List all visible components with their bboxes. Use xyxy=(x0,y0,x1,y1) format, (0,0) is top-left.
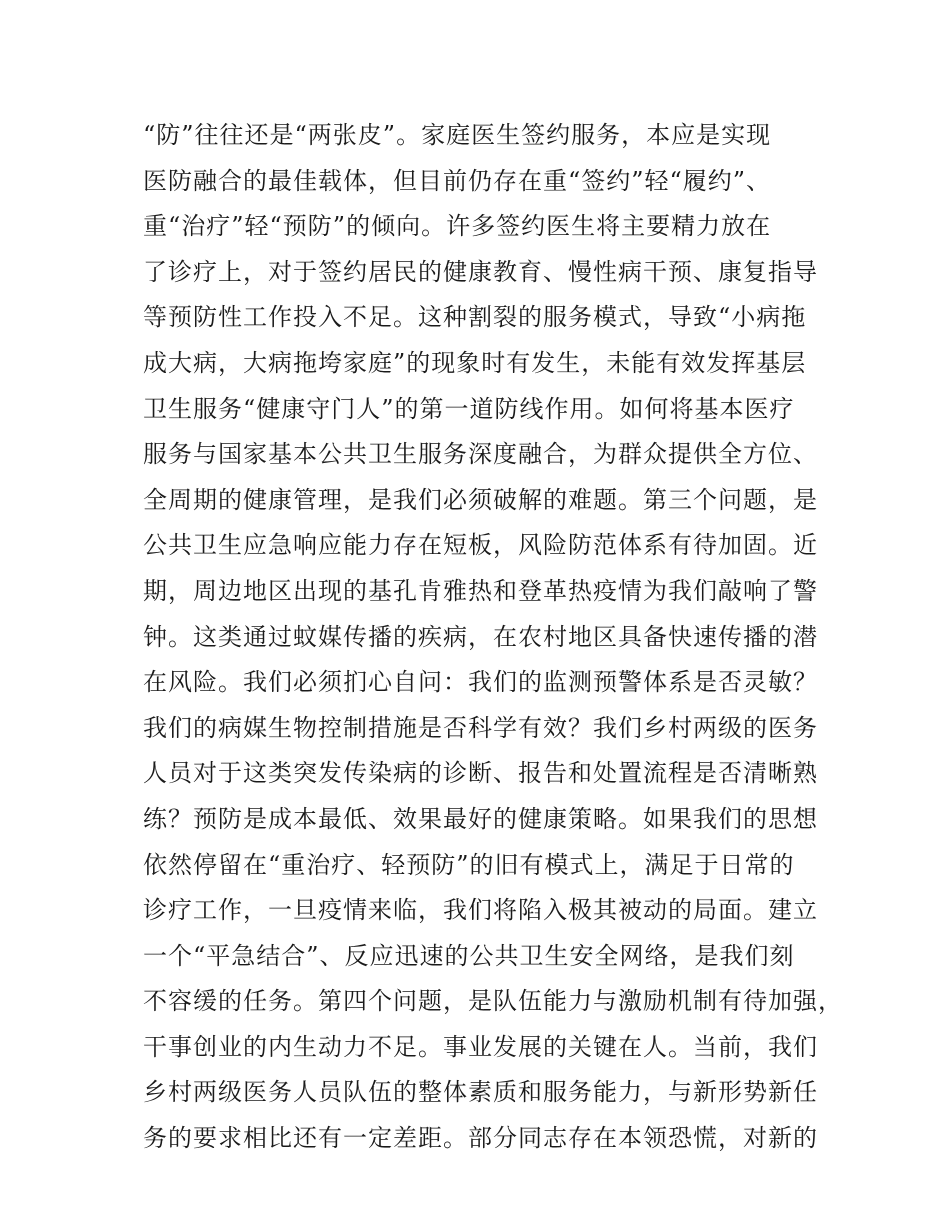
text-line: 卫生服务“健康守门人”的第一道防线作用。如何将基本医疗 xyxy=(143,394,795,423)
text-line: 在风险。我们必须扪心自问：我们的监测预警体系是否灵敏？ xyxy=(143,668,818,697)
text-line: 人员对于这类突发传染病的诊断、报告和处置流程是否清晰熟 xyxy=(143,759,818,788)
text-line: 重“治疗”轻“预防”的倾向。许多签约医生将主要精力放在 xyxy=(143,212,772,241)
text-line: 了诊疗上，对于签约居民的健康教育、慢性病干预、康复指导 xyxy=(143,257,818,286)
text-line: 全周期的健康管理，是我们必须破解的难题。第三个问题，是 xyxy=(143,485,818,514)
text-line: 一个“平急结合”、反应迅速的公共卫生安全网络，是我们刻 xyxy=(143,941,795,970)
text-line: 等预防性工作投入不足。这种割裂的服务模式，导致“小病拖 xyxy=(143,303,807,332)
text-line: 干事创业的内生动力不足。事业发展的关键在人。当前，我们 xyxy=(143,1032,818,1061)
body-paragraph xyxy=(143,113,843,1162)
text-line: “防”往往还是“两张皮”。家庭医生签约服务，本应是实现 xyxy=(143,121,772,149)
text-line: 期，周边地区出现的基孔肯雅热和登革热疫情为我们敲响了警 xyxy=(143,576,818,605)
text-line: 成大病，大病拖垮家庭”的现象时有发生，未能有效发挥基层 xyxy=(143,348,807,377)
text-line: 练？预防是成本最低、效果最好的健康策略。如果我们的思想 xyxy=(143,804,818,833)
text-line: 我们的病媒生物控制措施是否科学有效？我们乡村两级的医务 xyxy=(143,713,818,742)
text-line: 医防融合的最佳载体，但目前仍存在重“签约”轻“履约”、 xyxy=(143,166,772,195)
text-line: 钟。这类通过蚊媒传播的疾病，在农村地区具备快速传播的潜 xyxy=(143,622,818,651)
text-line: 服务与国家基本公共卫生服务深度融合，为群众提供全方位、 xyxy=(143,440,818,469)
text-line: 诊疗工作，一旦疫情来临，我们将陷入极其被动的局面。建立 xyxy=(143,896,818,925)
text-line: 公共卫生应急响应能力存在短板，风险防范体系有待加固。近 xyxy=(143,531,818,560)
text-line: 依然停留在“重治疗、轻预防”的旧有模式上，满足于日常的 xyxy=(143,850,795,879)
text-line: 乡村两级医务人员队伍的整体素质和服务能力，与新形势新任 xyxy=(143,1078,818,1107)
text-line: 不容缓的任务。第四个问题，是队伍能力与激励机制有待加强， xyxy=(143,987,843,1016)
text-line: 务的要求相比还有一定差距。部分同志存在本领恐慌，对新的 xyxy=(143,1124,818,1153)
